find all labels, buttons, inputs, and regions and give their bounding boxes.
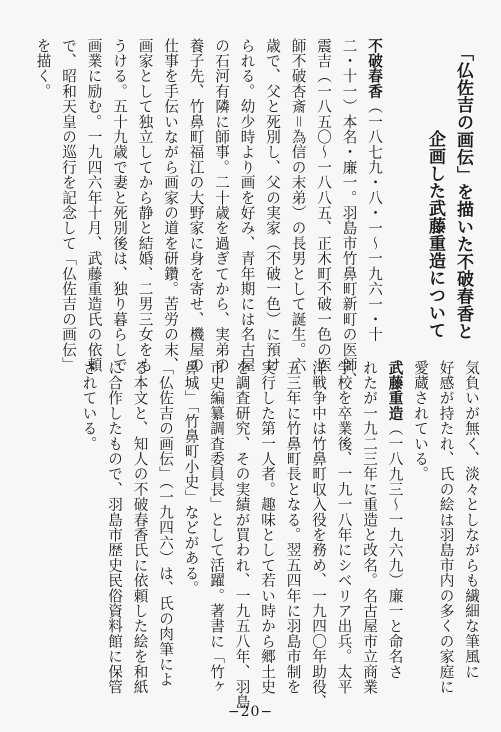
text-column: されている。 bbox=[80, 360, 98, 452]
text-column: 震吉（一八五〇〜一八八五、正木町不破一色の医 bbox=[315, 38, 332, 373]
text-column: れたが一九二三年に重造と改名。名古屋市立商業 bbox=[361, 360, 378, 695]
text-column: 画業に励む。一九四六年十月、武藤重造氏の依頼 bbox=[85, 38, 103, 373]
title-subtitle: 企画した武藤重造について bbox=[425, 130, 445, 339]
name-headword: 武藤重造 bbox=[386, 360, 404, 421]
text-column: 「仏佐吉の画伝」（一九四六）は、氏の肉筆によ bbox=[157, 360, 174, 688]
name-headword: 不破春香 bbox=[366, 38, 383, 99]
text-column: られる。幼少時より画を好み、青年期には名古屋 bbox=[238, 38, 256, 373]
text-column: 歳で、父と死別し、父の実家（不破一色）に預け bbox=[264, 38, 281, 373]
text-column: 実行した第一人者。趣味として若い時から郷土史 bbox=[259, 360, 276, 695]
text-column: 愛蔵されている。 bbox=[412, 360, 429, 482]
text-column: 不破春香（一八七九・八・一〜一九六一・十 bbox=[366, 38, 383, 343]
text-column: で、昭和天皇の巡行を記念して「仏佐吉の画伝」 bbox=[60, 38, 77, 373]
text-column: 仕事を手伝いながら画家の道を研鑽。苦労の末、 bbox=[162, 38, 179, 373]
text-column: を描く。 bbox=[34, 38, 52, 99]
text-column: 五三年に竹鼻町長となる。翌五四年に羽島市制を bbox=[284, 360, 302, 695]
text-column: 養子先、竹鼻町福江の大野家に身を寄せ、機屋の bbox=[187, 38, 205, 373]
text-column: 二・十一）本名・廉一。羽島市竹鼻町新町の医師、 bbox=[340, 38, 358, 388]
text-column: うける。五十九歳で妻と死別後は、独り暮らしで bbox=[111, 38, 128, 373]
text-column: 鼻城」「竹鼻町小史」などがある。 bbox=[182, 360, 200, 596]
text-column: を調査研究、その実績が買われ、一九五八年、羽島 bbox=[233, 360, 251, 710]
page-number: −20− bbox=[227, 704, 274, 720]
text-column: に合作したもので、羽島市歴史民俗資料館に保管 bbox=[106, 360, 123, 695]
text-column: 師不破杏斎＝為信の末弟）の長男として誕生。六 bbox=[289, 38, 307, 373]
text-column: 画家として独立してから静と結婚、二男三女をも bbox=[136, 38, 154, 373]
text-column: る本文と、知人の不破春香氏に依頼した絵を和紙 bbox=[131, 360, 149, 695]
text-column: 学校を卒業後、一九一八年にシベリア出兵。太平 bbox=[335, 360, 353, 695]
text-column: 洋戦争中は竹鼻町収入役を務め、一九四〇年助役、 bbox=[310, 360, 327, 710]
text-column: 気負いが無く、淡々としながらも繊細な筆風に bbox=[463, 360, 480, 680]
text-column: 好感が持たれ、氏の絵は羽島市内の多くの家庭に bbox=[437, 360, 455, 695]
text-column: 市史編纂調査委員長」として活躍。著書に「竹ヶ bbox=[208, 360, 225, 695]
text-column: 武藤重造（一八九三〜一九六九）廉一と命名さ bbox=[386, 360, 404, 680]
text-column: の石河有隣に師事。二十歳を過ぎてから、実弟の bbox=[213, 38, 230, 373]
title-main: 「仏佐吉の画伝」を描いた不破春香と bbox=[453, 44, 473, 340]
